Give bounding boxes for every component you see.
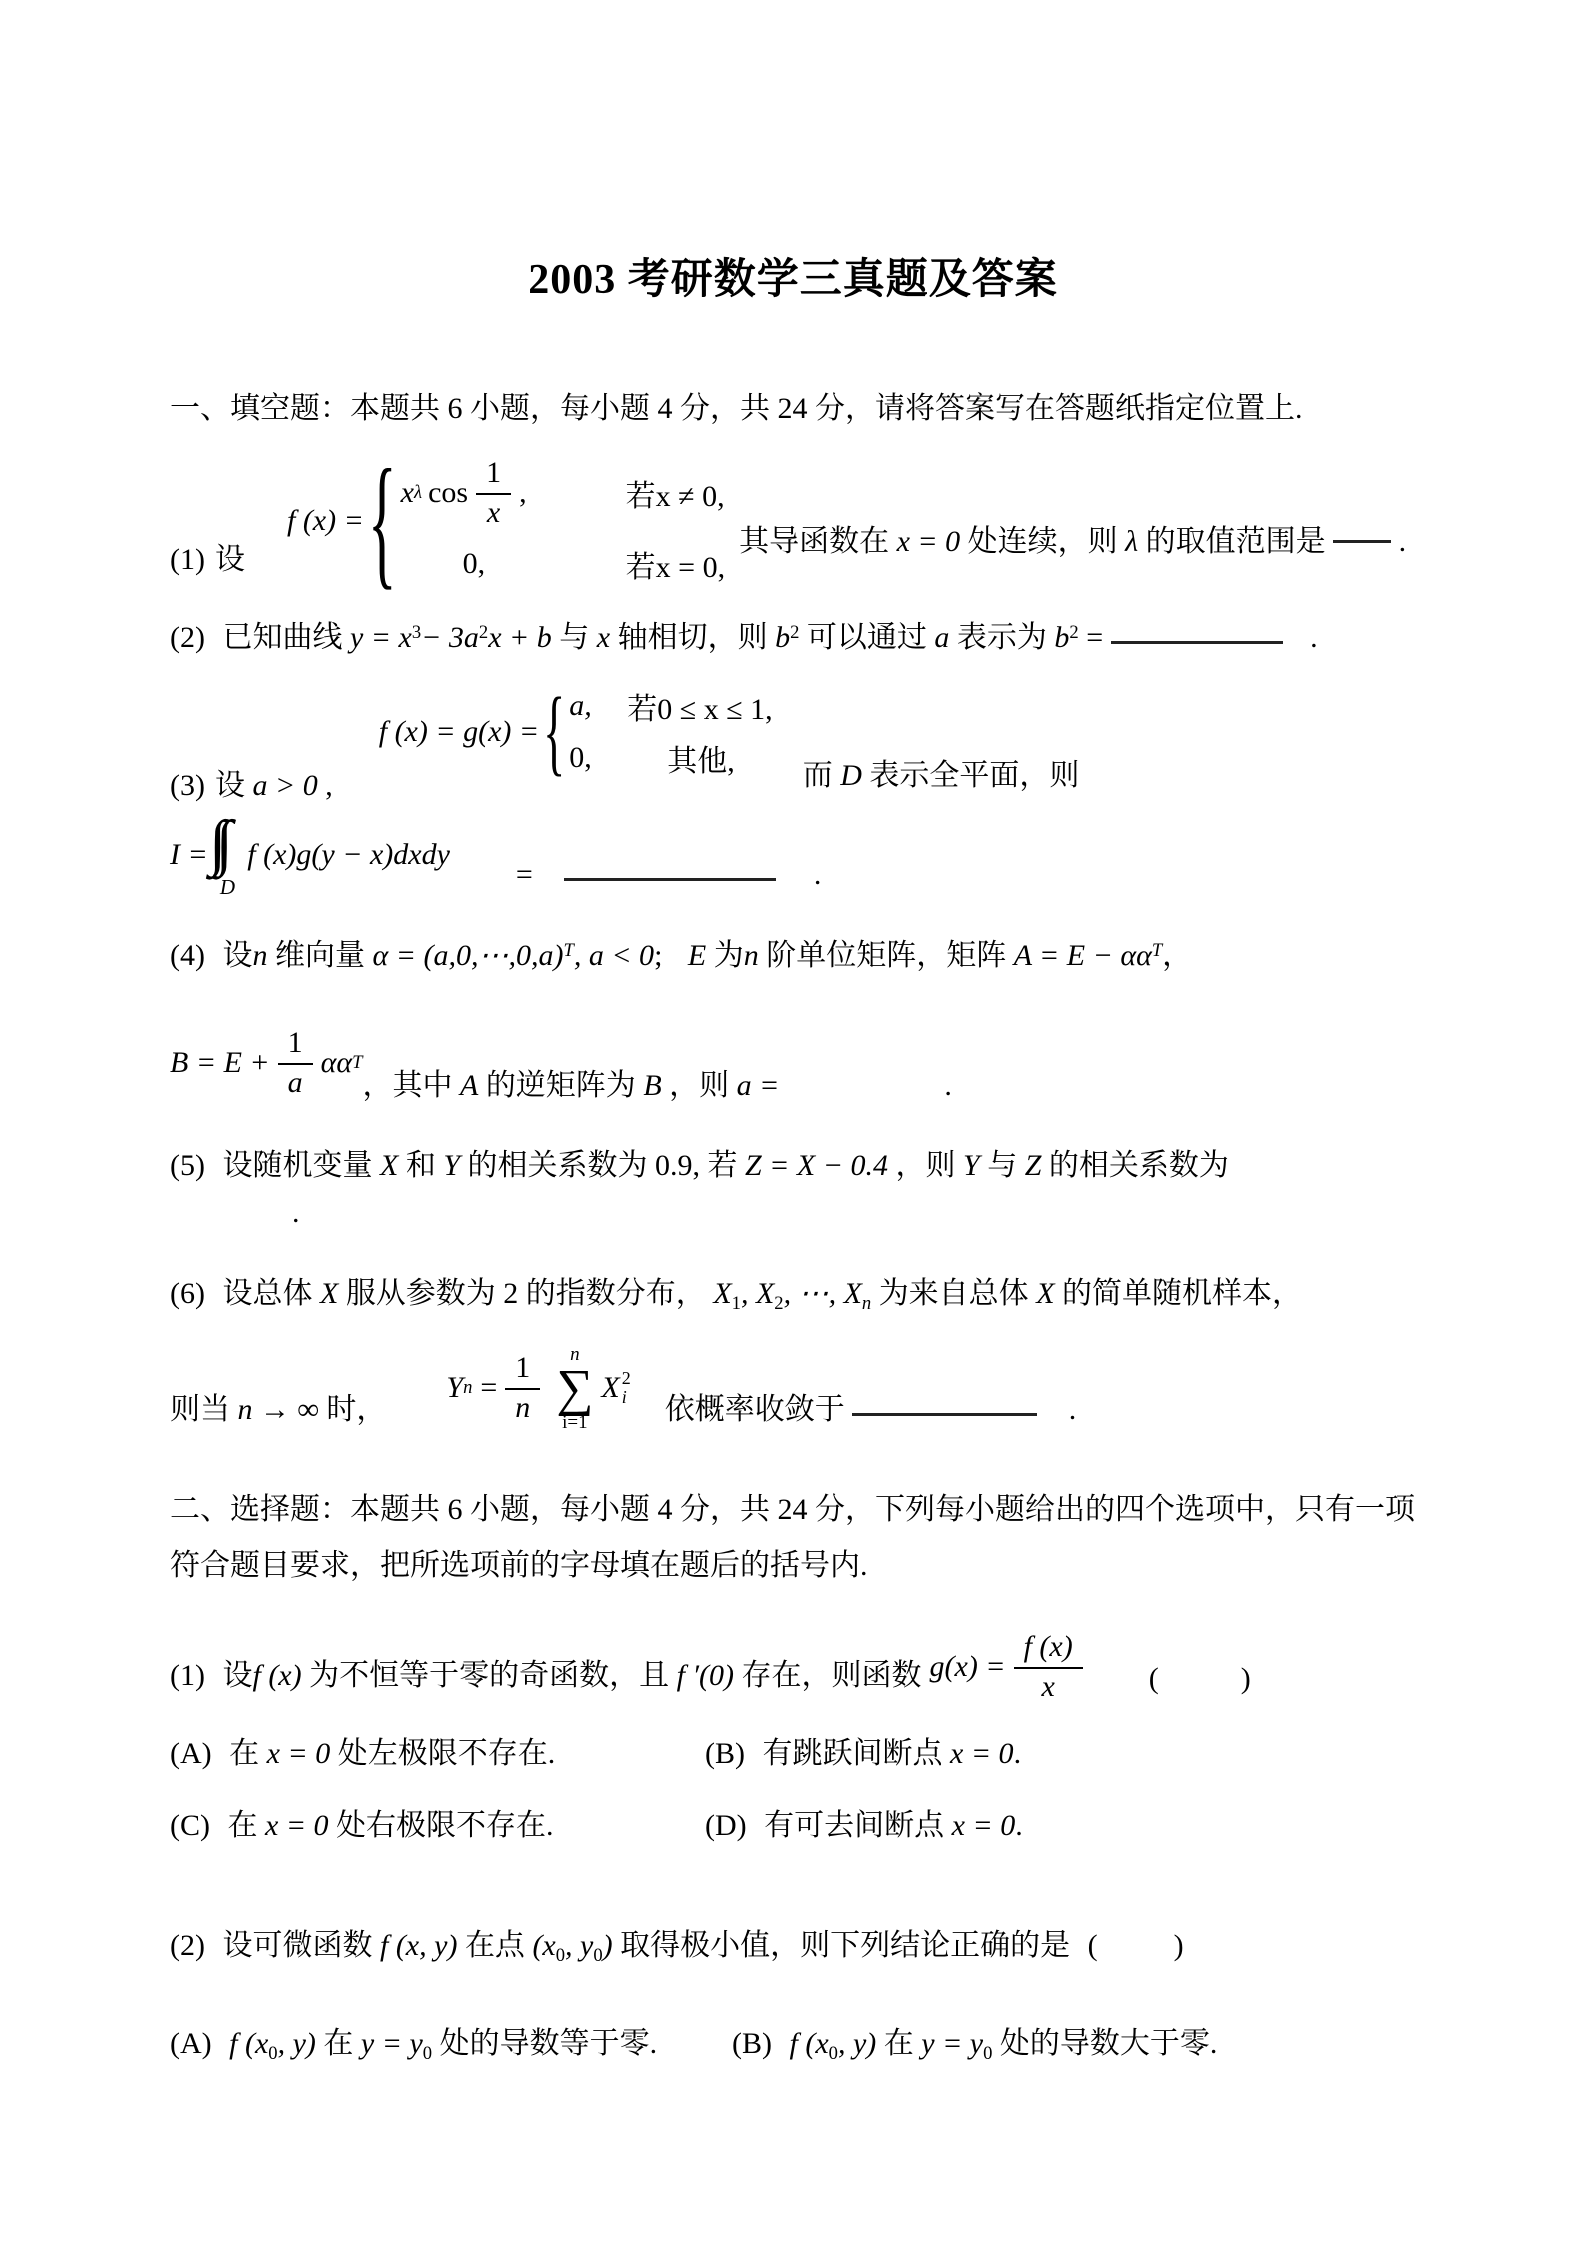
option-b: [705, 1728, 1021, 1772]
math: X: [319, 1277, 339, 1310]
text: 表示为: [956, 621, 1047, 654]
text: 和: [405, 1149, 436, 1182]
math: f (x): [252, 1659, 302, 1692]
math: Y: [446, 1371, 464, 1405]
piecewise-formula-fx: [286, 440, 726, 602]
denominator: x: [486, 495, 501, 529]
text: .: [1015, 1809, 1023, 1842]
math: f (x: [789, 2027, 829, 2060]
text: 在: [883, 2027, 914, 2060]
option-label: (A): [170, 1737, 212, 1770]
superscript: 2: [478, 622, 489, 643]
problem-3-statement: [803, 750, 1080, 794]
numerator: 1: [505, 1351, 540, 1390]
problem-6-line-2: [170, 1330, 1076, 1432]
text: .: [1013, 1737, 1022, 1770]
math: y = y: [921, 2027, 984, 2060]
text: 处左极限不存在.: [337, 1737, 556, 1770]
answer-blank: [852, 1412, 1037, 1416]
text: 的简单随机样本，: [1062, 1277, 1303, 1310]
text: 设随机变量: [222, 1149, 373, 1182]
denominator: a: [287, 1065, 303, 1099]
math: X: [379, 1149, 399, 1182]
text-fragment: [170, 1384, 386, 1428]
matrix-b-formula: [170, 1026, 362, 1100]
superscript: T: [1151, 940, 1163, 961]
answer-parentheses: ( ): [1148, 1662, 1251, 1695]
math: B: [643, 1069, 662, 1102]
text: 设: [222, 939, 253, 972]
math: cos: [428, 476, 469, 509]
math: , y): [277, 2027, 316, 2060]
option-label: (A): [170, 2027, 212, 2060]
math: f ′(0): [676, 1659, 735, 1692]
case-value: [401, 456, 626, 530]
math: E: [687, 939, 707, 972]
summation-icon: n ∑ i=1: [556, 1343, 594, 1433]
problem-number: (6): [170, 1277, 205, 1310]
text: 其导函数在: [739, 525, 890, 558]
problem-number: (2): [170, 1929, 205, 1962]
text: .: [1068, 1393, 1077, 1426]
math: , y): [837, 2027, 877, 2060]
text: 为来自总体: [878, 1277, 1029, 1310]
math: x = 0: [896, 525, 961, 558]
text: 可以通过: [806, 621, 927, 654]
math: − 3a: [421, 621, 479, 654]
text: ，其中: [362, 1069, 453, 1102]
problem-6: [170, 1268, 1302, 1315]
text: 有可去间断点: [764, 1809, 945, 1842]
g-function-formula: [930, 1630, 1091, 1704]
page-title: 2003 考研数学三真题及答案: [528, 257, 1058, 303]
text: 的相关系数为: [1048, 1149, 1229, 1182]
math: a > 0: [252, 769, 318, 802]
option-d: [705, 1800, 1023, 1844]
math: Z: [1024, 1149, 1042, 1182]
text: 与: [559, 621, 590, 654]
math: x = 0: [950, 1737, 1014, 1770]
cases-rows: [569, 684, 772, 780]
math: X: [713, 1277, 732, 1310]
math: A: [459, 1069, 479, 1102]
math: f (x) =: [286, 504, 364, 537]
sum-formula: [446, 1345, 630, 1432]
math: α = (a,0,⋯,0,a): [372, 939, 564, 972]
math: X: [1036, 1277, 1055, 1310]
left-brace-icon: {: [367, 440, 397, 602]
text: ，则: [669, 1069, 730, 1102]
math: (x: [532, 1929, 556, 1962]
fraction: [505, 1351, 540, 1425]
text: ，: [1162, 939, 1193, 972]
text: .: [944, 1069, 952, 1102]
question-1-options-row-1: [170, 1728, 1021, 1772]
math: ;: [654, 939, 663, 972]
problem-number: (2): [170, 621, 205, 654]
problem-number: (1): [170, 543, 205, 576]
case-value: a,: [569, 689, 592, 722]
text: 在: [229, 1737, 260, 1770]
text: .: [1398, 525, 1407, 558]
subscript: 0: [268, 2043, 278, 2064]
math: ,: [519, 476, 527, 509]
text: 时，: [326, 1393, 387, 1426]
text: 依概率收敛于: [664, 1393, 845, 1426]
numerator: 1: [476, 456, 511, 495]
case-condition: 若x = 0,: [625, 551, 726, 584]
math: =: [515, 858, 533, 891]
text: 阶单位矩阵，矩阵: [766, 939, 1007, 972]
text: 设: [222, 1659, 253, 1692]
text: 为: [713, 939, 744, 972]
text: 在: [227, 1809, 258, 1842]
text: 设: [214, 543, 245, 576]
math: Y: [963, 1149, 980, 1182]
math: A = E − αα: [1013, 939, 1152, 972]
math: αα: [320, 1046, 353, 1079]
subscript: 0: [983, 2043, 993, 2064]
fraction: [1014, 1630, 1083, 1704]
case-condition: 若0 ≤ x ≤ 1,: [627, 693, 773, 726]
problem-3-label: [170, 760, 333, 804]
text: 轴相切，则: [617, 621, 768, 654]
math: a: [934, 621, 950, 654]
subscript: 2: [774, 1293, 784, 1314]
question-1: [170, 1596, 1251, 1704]
text: 处连续，则: [967, 525, 1118, 558]
superscript: λ: [414, 482, 423, 503]
text: 服从参数为 2 的指数分布，: [345, 1277, 706, 1310]
math: , a < 0: [573, 939, 655, 972]
integral-formula: [170, 812, 450, 898]
math: a =: [736, 1069, 780, 1102]
text: 取得极小值，则下列结论正确的是: [620, 1929, 1071, 1962]
superscript: 2: [790, 622, 800, 643]
answer-blank: [564, 877, 776, 881]
math: x: [596, 621, 611, 654]
math: x + b: [488, 621, 552, 654]
problem-number: (5): [170, 1149, 205, 1182]
math: g(x) =: [929, 1650, 1006, 1683]
case-condition: 若x ≠ 0,: [625, 480, 725, 513]
math: f (x: [229, 2027, 269, 2060]
numerator: 1: [278, 1026, 313, 1065]
piecewise-formula-fg: [378, 677, 773, 785]
math: b: [775, 621, 791, 654]
problem-number: (4): [170, 939, 205, 972]
problem-number: (1): [170, 1659, 205, 1692]
math: y = y: [360, 2027, 423, 2060]
fraction: [476, 456, 511, 530]
subscript: n: [861, 1293, 872, 1314]
math: x = 0: [265, 1809, 329, 1842]
text: .: [813, 858, 822, 891]
text: 处右极限不存在.: [336, 1809, 554, 1842]
math: x = 0: [951, 1809, 1016, 1842]
problem-4-statement: [362, 1060, 951, 1104]
text: 处的导数大于零.: [999, 2027, 1218, 2060]
case-value: [401, 547, 626, 581]
denominator: n: [515, 1390, 531, 1424]
math: x = 0: [266, 1737, 331, 1770]
math: B = E +: [170, 1046, 270, 1079]
option-b: [732, 2018, 1217, 2065]
text: 则当: [170, 1393, 230, 1426]
text: 在点: [464, 1929, 525, 1962]
math: 0,: [462, 547, 486, 580]
problem-4: [170, 930, 1192, 974]
answer-blank: [1333, 539, 1391, 543]
text: 有跳跃间断点: [762, 1737, 943, 1770]
text: 设总体: [222, 1277, 313, 1310]
answer-area: [516, 858, 821, 892]
superscript: T: [563, 940, 574, 961]
text: .: [1310, 621, 1318, 654]
math: n → ∞: [237, 1393, 319, 1426]
math: f (x) = g(x) =: [378, 715, 540, 748]
problem-5: [170, 1140, 1229, 1184]
text: 表示全平面，则: [869, 759, 1080, 792]
math: =: [1086, 621, 1104, 654]
math: n: [743, 939, 759, 972]
math: f (x, y): [379, 1929, 458, 1962]
math: λ: [1125, 525, 1139, 558]
left-brace-icon: {: [543, 677, 566, 785]
option-label: (C): [170, 1809, 210, 1842]
answer-area: [665, 1384, 1077, 1428]
section-1-heading: 一、填空题：本题共 6 小题，每小题 4 分，共 24 分，请将答案写在答题纸指定位置上.: [170, 392, 1303, 425]
subscript: 0: [422, 2043, 433, 2064]
text: 的相关系数为 0.9, 若: [467, 1149, 738, 1182]
text: 设: [214, 769, 245, 802]
option-label: (B): [732, 2027, 772, 2060]
math: n: [252, 939, 268, 972]
math: , y: [565, 1929, 594, 1962]
case-row: [569, 736, 772, 780]
numerator: f (x): [1014, 1630, 1083, 1669]
cases-rows: [401, 456, 725, 586]
question-2: [170, 1920, 1184, 1967]
text: 为不恒等于零的奇函数，且: [309, 1659, 670, 1692]
superscript: 2: [1069, 622, 1079, 643]
case-condition: 其他,: [667, 745, 735, 778]
question-1-statement: [170, 1650, 922, 1694]
math: y = x: [349, 621, 412, 654]
subscript: 0: [555, 1945, 566, 1966]
text: ，则: [895, 1149, 956, 1182]
subscript: n: [463, 1377, 473, 1399]
denominator: x: [1041, 1669, 1055, 1703]
case-value: 0,: [569, 741, 592, 774]
case-row: [569, 684, 772, 728]
problem-3: [170, 664, 1079, 806]
text: 与: [987, 1149, 1018, 1182]
problem-5-period: .: [292, 1196, 300, 1229]
math: ): [602, 1929, 613, 1962]
math: X: [601, 1371, 620, 1405]
option-a: [170, 2018, 732, 2065]
math: b: [1054, 621, 1070, 654]
text: 而: [802, 759, 833, 792]
subscript: 0: [828, 2043, 838, 2064]
option-a: [170, 1728, 705, 1772]
math: , X: [740, 1277, 775, 1310]
math: x: [400, 476, 414, 509]
answer-blank: [1111, 640, 1283, 644]
case-row: [401, 456, 725, 530]
problem-2: [170, 612, 1318, 656]
question-1-options-row-2: [170, 1800, 1023, 1844]
problem-number: (3): [170, 769, 205, 802]
option-label: (B): [705, 1737, 745, 1770]
superscript: 3: [411, 622, 422, 643]
text: 已知曲线: [222, 621, 343, 654]
subscript: 0: [593, 1945, 603, 1966]
problem-1-label: [170, 534, 245, 578]
math: , ⋯, X: [783, 1277, 862, 1310]
section-2-heading: 二、选择题：本题共 6 小题，每小题 4 分，共 24 分，下列每小题给出的四个选项中，只有一项符合题目要求，把所选项前的字母填在题后的括号内.: [170, 1493, 1415, 1582]
math: f (x)g(y − x)dxdy: [247, 837, 450, 871]
option-label: (D): [705, 1809, 747, 1842]
text: 维向量: [274, 939, 365, 972]
text: 设可微函数: [222, 1929, 373, 1962]
math: ,: [325, 769, 333, 802]
option-c: [170, 1800, 705, 1844]
text: 的逆矩阵为: [485, 1069, 636, 1102]
text: 在: [323, 2027, 354, 2060]
problem-3-integral-line: [170, 806, 821, 898]
double-integral-icon: D: [219, 875, 236, 899]
answer-parentheses: ( ): [1087, 1929, 1184, 1962]
text: 的取值范围是: [1145, 525, 1326, 558]
text: 处的导数等于零.: [439, 2027, 658, 2060]
question-2-options-row: [170, 2018, 1217, 2065]
fraction: [278, 1026, 313, 1100]
sup-sub-stack: 2 i: [621, 1367, 631, 1408]
superscript: T: [352, 1052, 363, 1073]
math: Z = X − 0.4: [745, 1149, 888, 1182]
problem-1: [170, 420, 1407, 602]
subscript: 1: [731, 1293, 741, 1314]
math: I =: [170, 837, 208, 871]
problem-1-statement: [739, 516, 1406, 560]
math: Y: [443, 1149, 460, 1182]
problem-4-line-2: [170, 1006, 952, 1106]
case-row: [401, 542, 725, 586]
text: 存在，则函数: [741, 1659, 922, 1692]
math: D: [840, 759, 862, 792]
math: =: [480, 1371, 498, 1405]
